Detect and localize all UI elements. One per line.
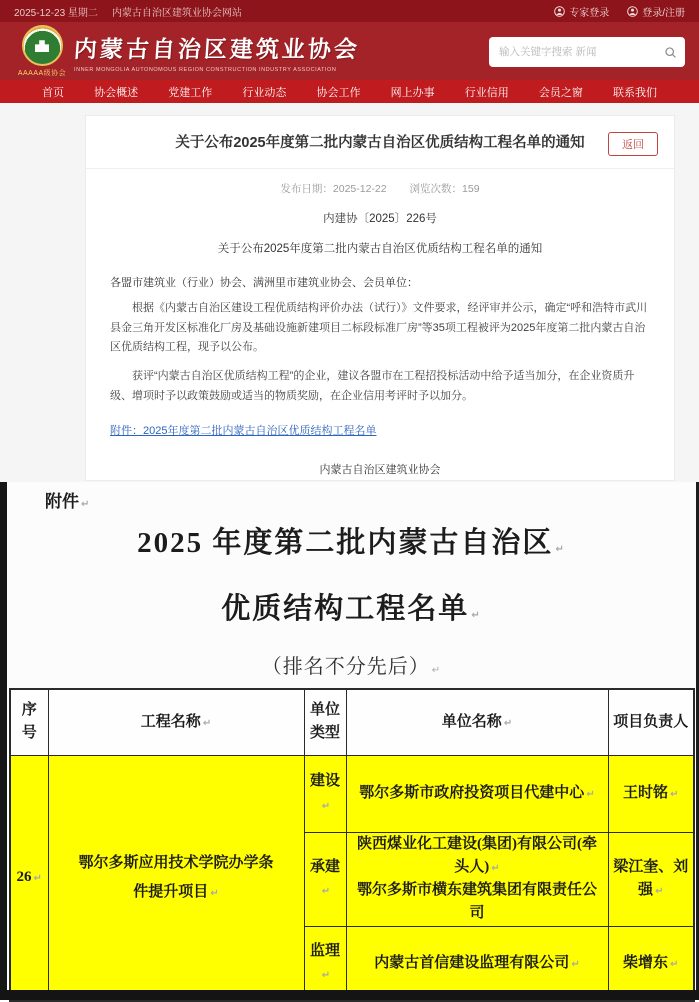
back-button[interactable]: 返回 [608,132,658,156]
pilcrow-mark: ↵ [555,544,566,555]
nav-item-party[interactable]: 党建工作 [168,86,213,99]
cell-manager-jianli: 柴增东 ↵ [608,926,694,1001]
topbar-left [14,4,242,19]
pilcrow-mark: ↵ [321,886,331,897]
expert-login-label: 专家登录 [569,7,610,19]
pilcrow-mark: ↵ [210,887,219,899]
body-paragraph-1: 根据《内蒙古自治区建设工程优质结构评价办法（试行）》文件要求，经评审并公示，确定“呼和浩特市武川县金三角开发区标准化厂房及基础设施新建项目二标段标准厂房”等35项工程被评为2025年度第二批内蒙古自治区优质结构工程，现予以公布。 [110,301,648,354]
page-content [0,103,699,482]
article-title: 关于公布2025年度第二批内蒙古自治区优质结构工程名单的通知 [175,135,585,151]
header-project-manager: 项目负责人 [608,689,694,755]
pilcrow-mark: ↵ [670,958,679,970]
table-header-row [10,689,694,755]
pilcrow-mark: ↵ [202,717,212,729]
pilcrow-mark: ↵ [586,788,595,800]
user-circle-icon [554,6,565,17]
attachment-document [0,482,699,1000]
login-register-label: 登录/注册 [642,7,685,19]
project-list-table [9,688,695,1002]
cell-unit-type-jianli: 监理↵ [304,926,346,1001]
attachment-subtitle: （排名不分先后） ↵ [261,656,442,678]
cell-row-index: 26 ↵ [10,755,48,1001]
main-navigation [0,80,699,103]
top-utility-bar [0,0,699,22]
pilcrow-mark: ↵ [321,800,331,812]
org-name-english: INNER MONGOLIA AUTONOMOUS REGION CONSTRUCTION INDUSTRY ASSOCIATION [74,67,337,73]
attachment-label: 附件 ↵ [45,492,90,511]
attachment-link[interactable]: 附件：2025年度第二批内蒙古自治区优质结构工程名单 [110,424,377,437]
nav-item-contact[interactable]: 联系我们 [613,86,657,99]
pilcrow-mark: ↵ [670,788,679,800]
pilcrow-mark: ↵ [655,886,664,897]
user-circle-icon [627,6,638,17]
nav-item-industry-credit[interactable]: 行业信用 [464,86,509,99]
cell-unit-type-chengjian: 承建↵ [304,832,346,926]
nav-item-online-services[interactable]: 网上办事 [390,86,435,99]
search-icon[interactable] [664,46,677,59]
search-input[interactable] [499,46,664,58]
site-search [489,37,685,67]
header-unit-type: 单位类型 [304,689,346,755]
header-project-name: 工程名称 ↵ [48,689,304,755]
pilcrow-mark: ↵ [431,665,442,676]
signature-org: 内蒙古自治区建筑业协会 [319,463,441,476]
attachment-title-line2: 优质结构工程名单 ↵ [221,593,482,625]
publish-date: 发布日期：2025-12-22 [280,182,387,195]
nav-item-members[interactable]: 会员之窗 [538,86,583,99]
login-register-link[interactable] [627,4,685,19]
pilcrow-mark: ↵ [571,958,580,970]
pilcrow-mark: ↵ [321,970,331,982]
article-meta [86,169,674,198]
pilcrow-mark: ↵ [33,873,42,885]
header-unit-name: 单位名称 ↵ [346,689,608,755]
cell-unit-type-jianshe: 建设↵ [304,755,346,832]
aaaaa-badge: AAAAA级协会 [17,70,67,77]
cell-unit-name-chengjian [346,832,608,926]
pilcrow-mark: ↵ [503,717,513,729]
org-title-block [74,31,360,73]
header-index: 序号 [10,689,48,755]
nav-item-home[interactable]: 首页 [42,86,64,99]
contractor-company-1: 陕西煤业化工建设(集团)有限公司(牵头人) ↵ [357,835,597,875]
cell-manager-chengjian: 梁江奎、刘强 ↵ [608,832,694,926]
nav-item-about[interactable]: 协会概述 [94,86,139,99]
table-row-construction-unit [10,755,694,832]
view-count: 浏览次数：159 [409,182,480,195]
org-name-chinese: 内蒙古自治区建筑业协会 [72,37,361,62]
building-glyph [35,40,49,52]
pilcrow-mark: ↵ [81,499,90,510]
article-card [85,115,675,481]
cell-unit-name-jianli: 内蒙古首信建设监理有限公司 ↵ [346,926,608,1001]
association-logo [12,25,72,78]
expert-login-link[interactable] [554,4,609,19]
association-emblem-icon [22,25,63,66]
topbar-right [554,4,685,19]
contractor-company-2: 鄂尔多斯市横东建筑集团有限责任公司 [356,882,597,922]
attachment-title-line1: 2025 年度第二批内蒙古自治区 ↵ [137,527,566,559]
document-bottom-edge [0,990,699,1000]
pilcrow-mark: ↵ [471,610,482,621]
body-paragraph-2: 获评“内蒙古自治区优质结构工程”的企业，建议各盟市在工程招投标活动中给予适当加分，在企业资质升级、增项时予以政策鼓励或适当的物质奖励，在企业信用考评时予以加分。 [110,370,635,402]
site-header [0,22,699,80]
cell-project-name: 鄂尔多斯应用技术学院办学条件提升项目 ↵ [48,755,304,1001]
cell-unit-name-jianshe: 鄂尔多斯市政府投资项目代建中心 ↵ [346,755,608,832]
nav-item-industry-news[interactable]: 行业动态 [242,86,287,99]
site-name: 内蒙古自治区建筑业协会网站 [111,7,242,19]
pilcrow-mark: ↵ [491,862,500,874]
current-date: 2025-12-23 星期二 [14,7,98,19]
salutation-line: 各盟市建筑业（行业）协会、满洲里市建筑业协会、会员单位： [110,276,418,289]
nav-item-association-work[interactable]: 协会工作 [316,86,361,99]
article-title-row [86,116,674,169]
cell-manager-jianshe: 王时铭 ↵ [608,755,694,832]
document-number: 内建协〔2025〕226号 [323,212,437,225]
article-subtitle: 关于公布2025年度第二批内蒙古自治区优质结构工程名单的通知 [217,242,543,255]
